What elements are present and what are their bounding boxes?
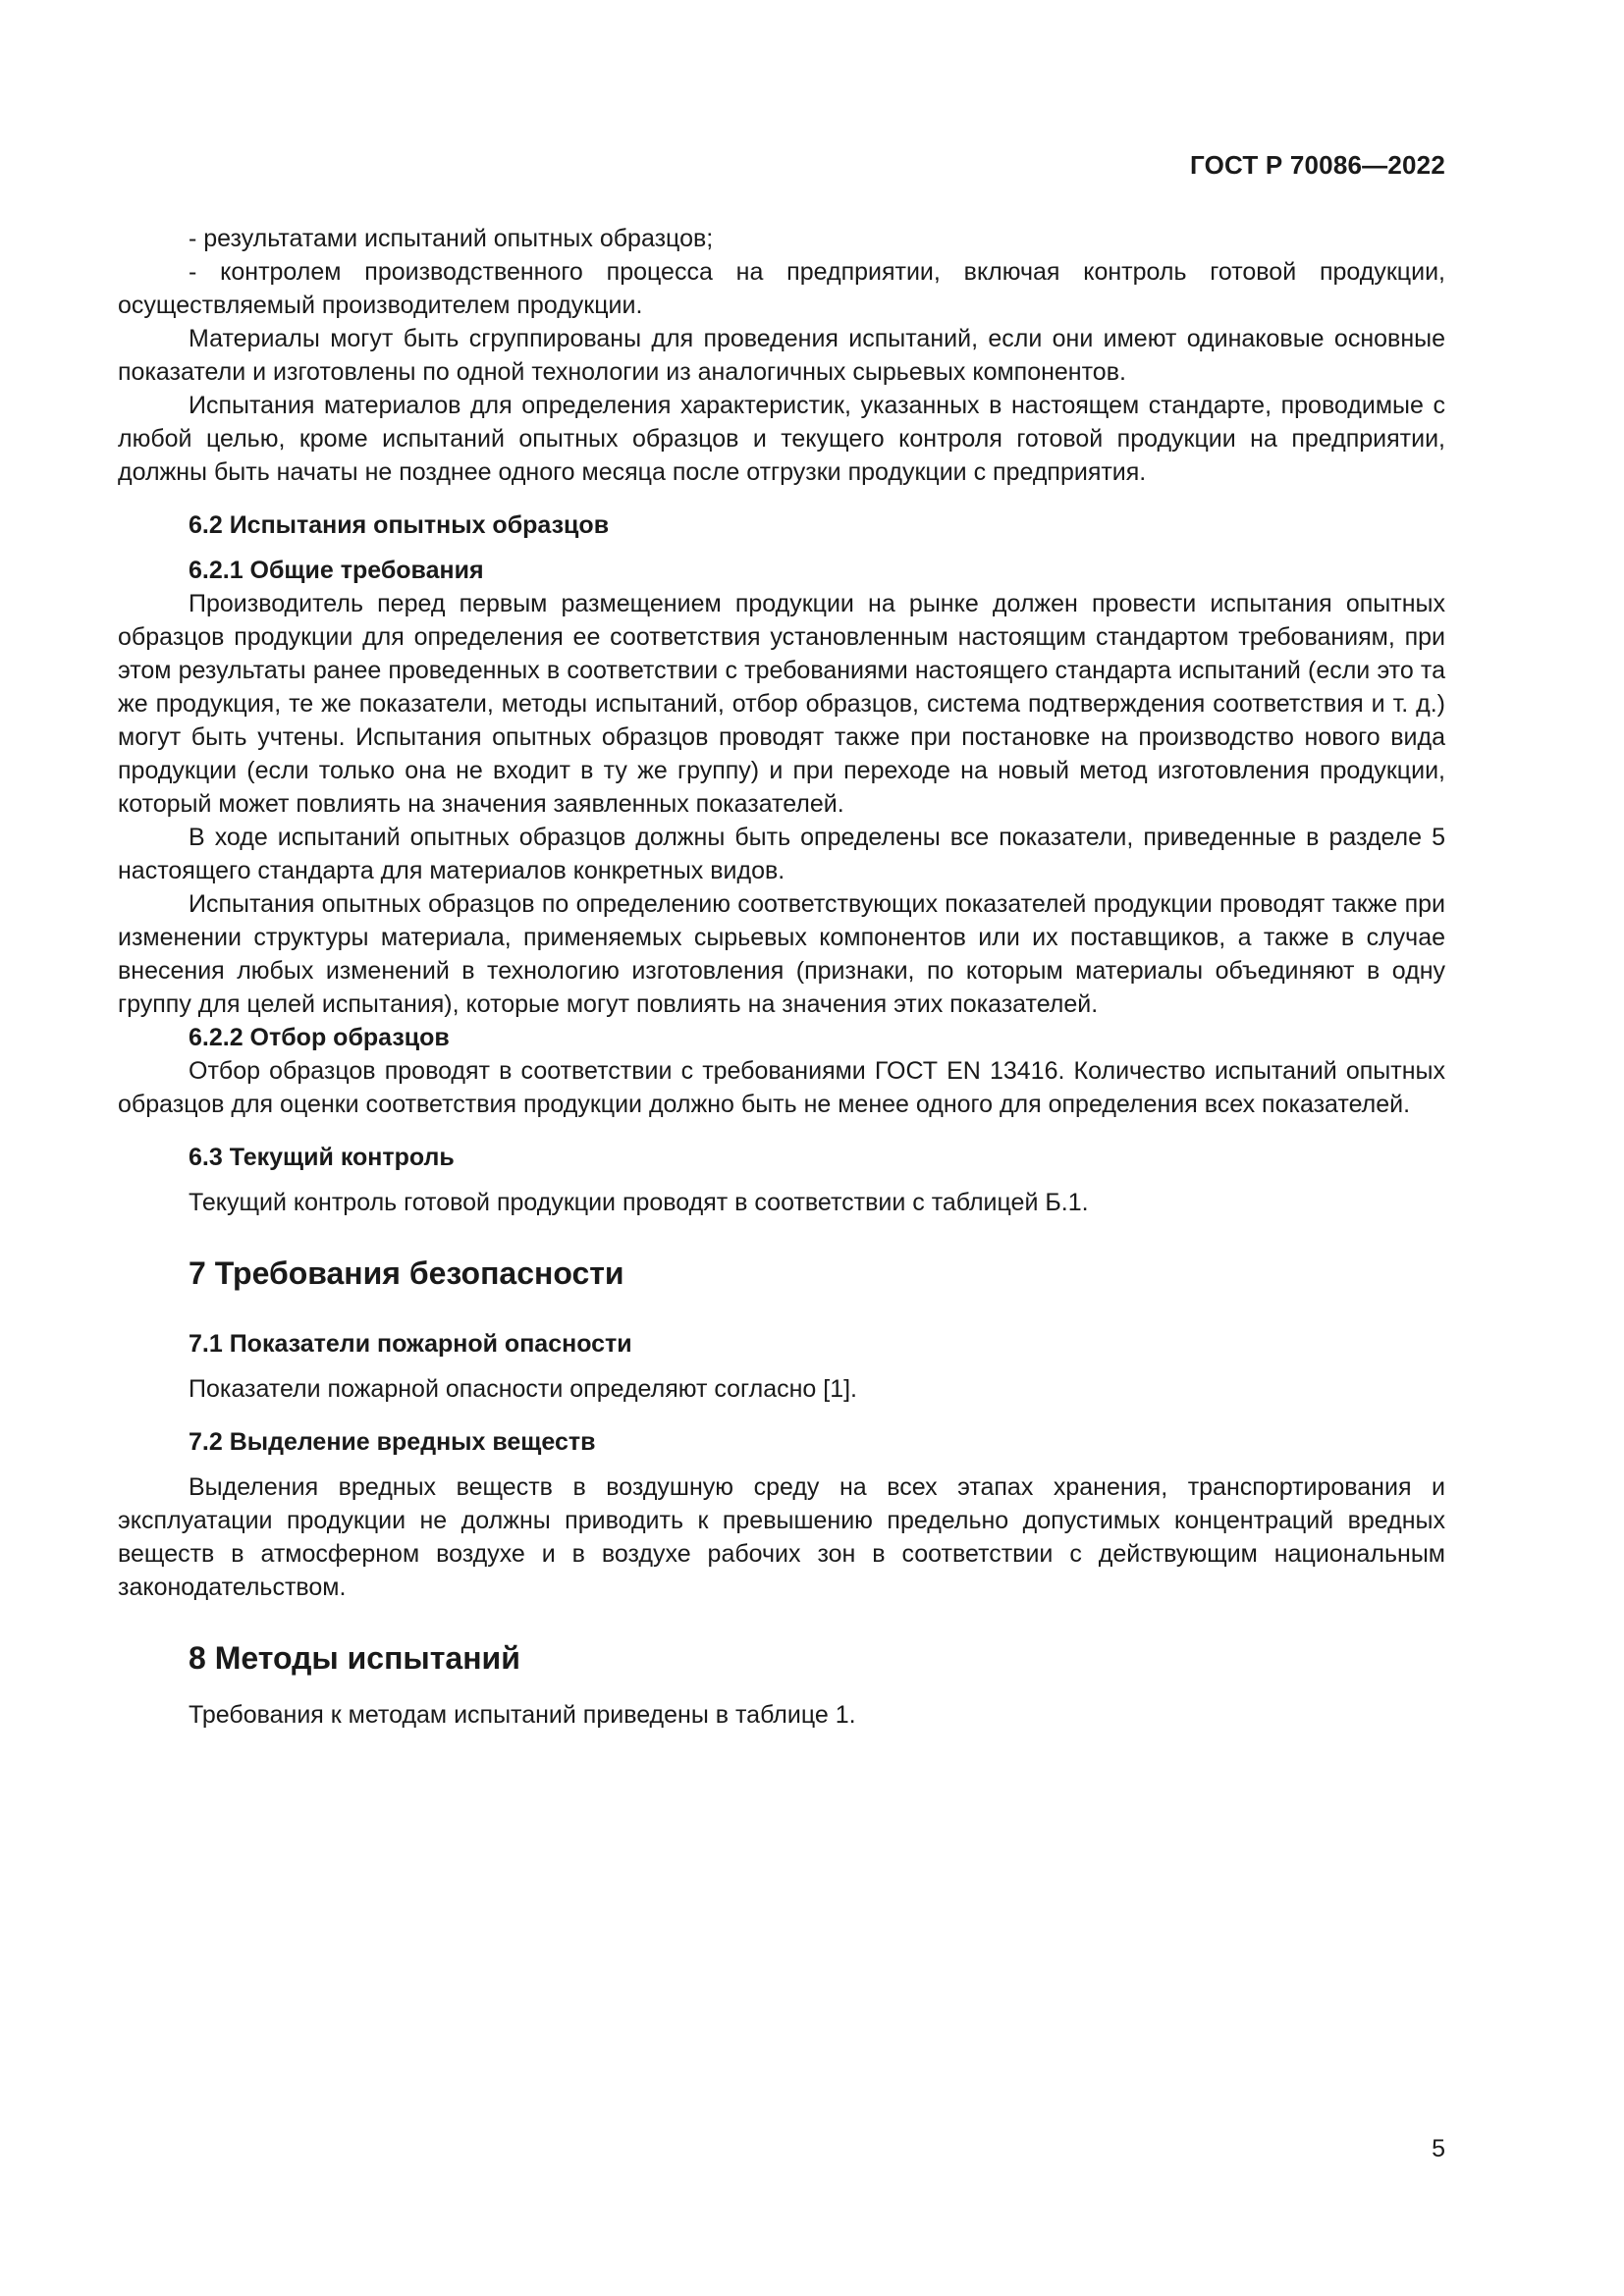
document-body bbox=[118, 222, 1445, 1732]
paragraph: В ходе испытаний опытных образцов должны быть определены все показатели, приведенные в разделе 5 настоящего стандарта для материалов конкретных видов. bbox=[118, 824, 1445, 884]
paragraph: Текущий контроль готовой продукции проводят в соответствии с таблицей Б.1. bbox=[189, 1189, 1089, 1216]
paragraph: Материалы могут быть сгруппированы для проведения испытаний, если они имеют одинаковые основные показатели и изготовлены по одной технологии из аналогичных сырьевых компонентов. bbox=[118, 325, 1445, 386]
section-heading-6-2: 6.2 Испытания опытных образцов bbox=[189, 511, 610, 539]
paragraph: - результатами испытаний опытных образцов; bbox=[189, 225, 714, 252]
section-heading-6-2-2: 6.2.2 Отбор образцов bbox=[189, 1024, 450, 1051]
section-heading-7: 7 Требования безопасности bbox=[189, 1255, 624, 1291]
paragraph: - контролем производственного процесса на предприятии, включая контроль готовой продукции, осуществляемый производителем продукции. bbox=[118, 258, 1445, 319]
paragraph: Выделения вредных веществ в воздушную среду на всех этапах хранения, транспортирования и эксплуатации продукции не должны приводить к превышению предельно допустимых концентраций вредных веществ в атмосферном воздухе и в воздухе рабочих зон в соответствии с действующим национальным законодательством. bbox=[118, 1473, 1445, 1601]
paragraph: Производитель перед первым размещением продукции на рынке должен провести испытания опытных образцов продукции для определения ее соответствия установленным настоящим стандартом требованиям, при этом результаты ранее проведенных в соответствии с требованиями настоящего стандарта испытаний (если это та же продукция, те же показатели, методы испытаний, отбор образцов, система подтверждения соответствия и т. д.) могут быть учтены. Испытания опытных образцов проводят также при постановке на производство нового вида продукции (если только она не входит в ту же группу) и при переходе на новый метод изготовления продукции, который может повлиять на значения заявленных показателей. bbox=[118, 590, 1445, 818]
paragraph: Испытания опытных образцов по определению соответствующих показателей продукции проводят также при изменении структуры материала, применяемых сырьевых компонентов или их поставщиков, а также в случае внесения любых изменений в технологию изготовления (признаки, по которым материалы объединяют в одну группу для целей испытания), которые могут повлиять на значения этих показателей. bbox=[118, 890, 1445, 1018]
section-heading-6-2-1: 6.2.1 Общие требования bbox=[189, 557, 484, 584]
paragraph: Показатели пожарной опасности определяют согласно [1]. bbox=[189, 1375, 857, 1403]
page-number: 5 bbox=[1432, 2135, 1445, 2163]
paragraph: Отбор образцов проводят в соответствии с требованиями ГОСТ EN 13416. Количество испытаний опытных образцов для оценки соответствия продукции должно быть не менее одного для определения всех показателей. bbox=[118, 1057, 1445, 1118]
section-heading-6-3: 6.3 Текущий контроль bbox=[189, 1144, 455, 1171]
paragraph: Требования к методам испытаний приведены в таблице 1. bbox=[189, 1701, 856, 1729]
section-heading-8: 8 Методы испытаний bbox=[189, 1640, 520, 1676]
section-heading-7-2: 7.2 Выделение вредных веществ bbox=[189, 1428, 596, 1456]
document-code-header: ГОСТ Р 70086—2022 bbox=[1190, 150, 1445, 180]
section-heading-7-1: 7.1 Показатели пожарной опасности bbox=[189, 1330, 632, 1358]
paragraph: Испытания материалов для определения характеристик, указанных в настоящем стандарте, проводимые с любой целью, кроме испытаний опытных образцов и текущего контроля готовой продукции на предприятии, должны быть начаты не позднее одного месяца после отгрузки продукции с предприятия. bbox=[118, 392, 1445, 486]
